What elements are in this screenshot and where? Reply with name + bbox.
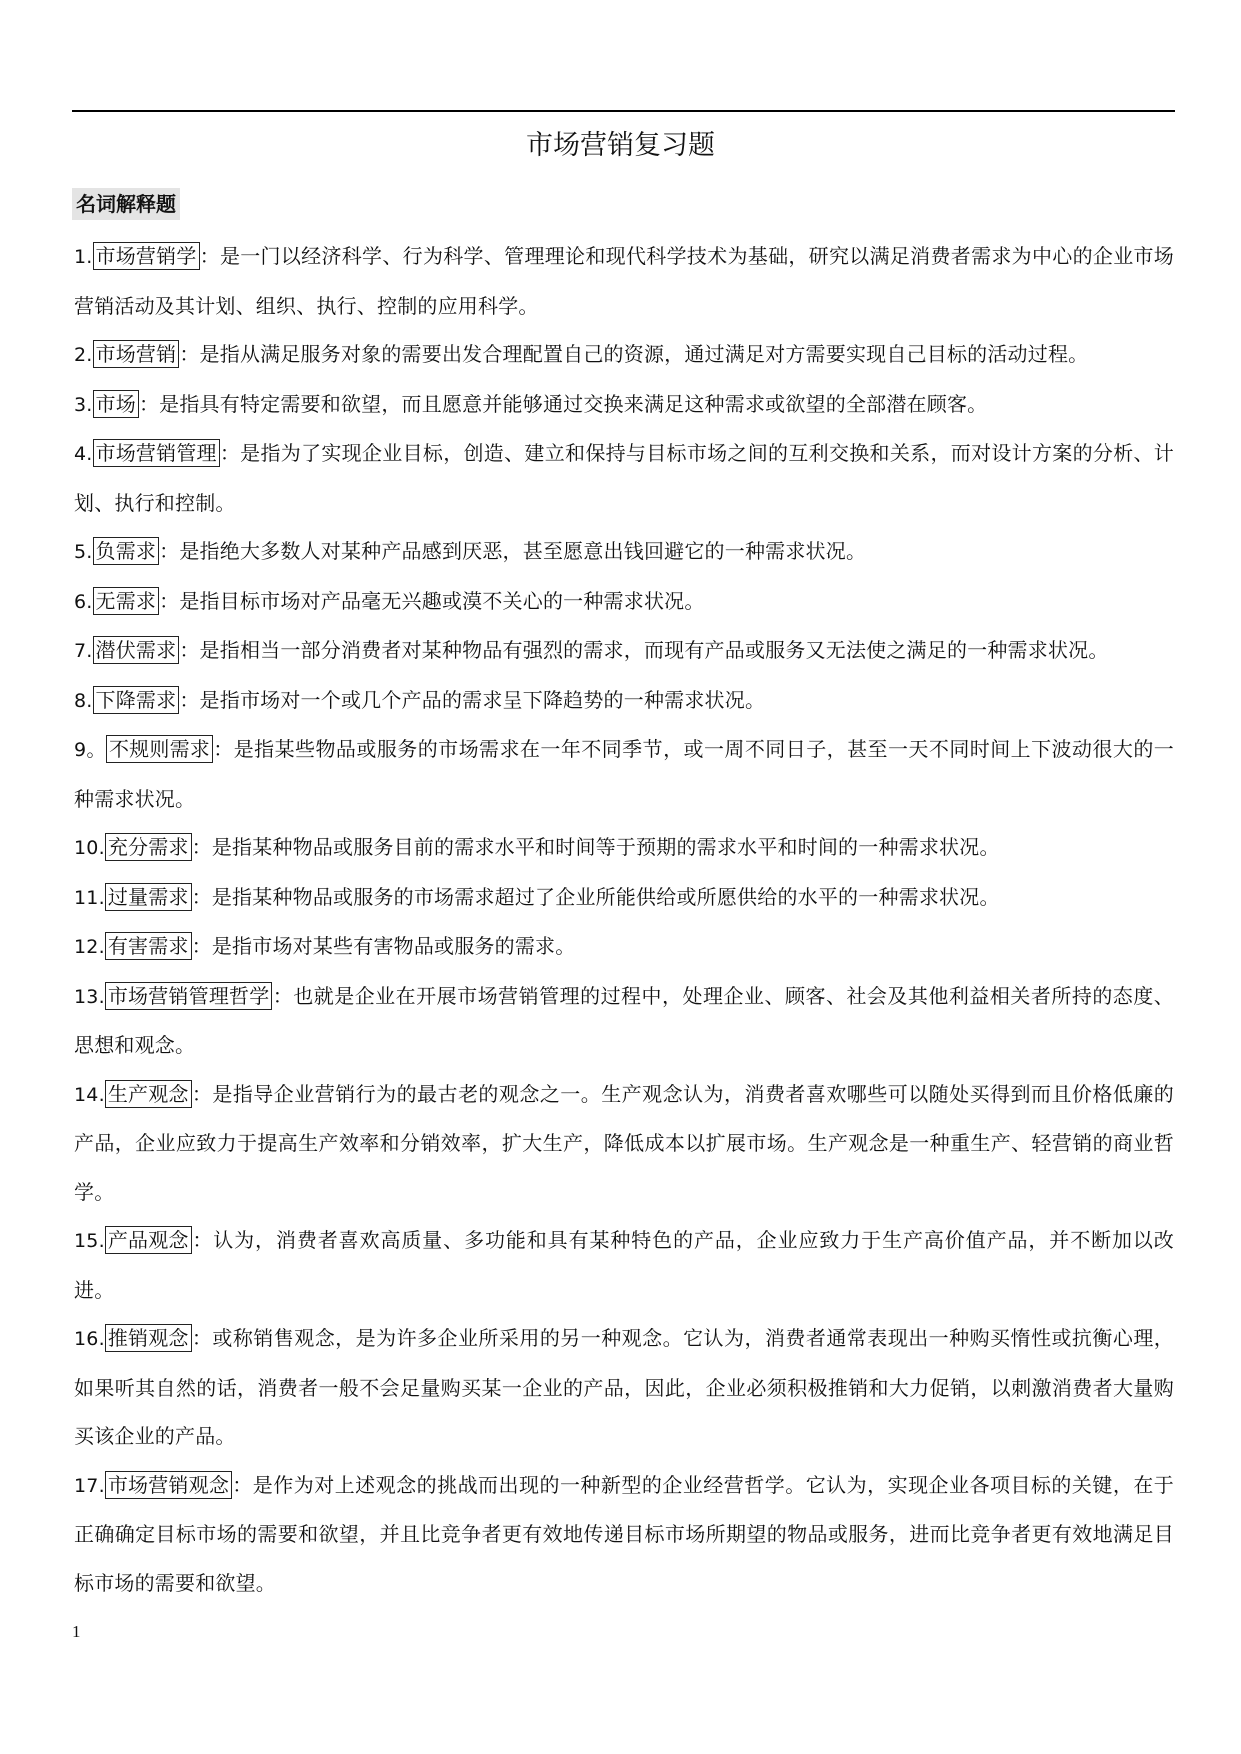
definition-text: 是指目标市场对产品毫无兴趣或漠不关心的一种需求状况。 [179, 588, 705, 613]
term-box: 有害需求 [105, 932, 192, 960]
term-box: 充分需求 [105, 833, 192, 861]
item-number: 11. [74, 886, 105, 909]
term-separator: ： [232, 1472, 253, 1497]
term-separator: ： [191, 1228, 214, 1252]
term-box: 负需求 [93, 537, 160, 565]
term-box: 生产观念 [105, 1080, 192, 1108]
term-box: 过量需求 [105, 883, 192, 911]
definition-text: 是指某些物品或服务的市场需求在一年不同季节，或一周不同日子，甚至一天不同时间上下波动很大的一种需求状况。 [74, 737, 1174, 811]
definition-text: 是指具有特定需要和欲望，而且愿意并能够通过交换来满足这种需求或欲望的全部潜在顾客。 [159, 391, 988, 416]
definition-item [74, 1314, 1174, 1461]
term-separator: ： [159, 588, 180, 613]
definition-item [74, 823, 1174, 873]
definition-text: 是指为了实现企业目标，创造、建立和保持与目标市场之间的互利交换和关系，而对设计方案的分析、计划、执行和控制。 [74, 441, 1175, 515]
term-box: 下降需求 [93, 686, 180, 714]
item-number: 9。 [74, 739, 106, 761]
definition-item [74, 873, 1174, 923]
definition-item [74, 922, 1174, 972]
definition-item [74, 972, 1174, 1070]
page-number: 1 [72, 1622, 81, 1641]
definition-item [74, 1461, 1174, 1608]
definition-item [74, 380, 1174, 430]
term-box: 市场营销管理哲学 [105, 982, 273, 1010]
term-separator: ： [179, 342, 200, 366]
term-separator: ： [191, 835, 212, 859]
definition-text: 是指绝大多数人对某种产品感到厌恶，甚至愿意出钱回避它的一种需求状况。 [179, 539, 867, 563]
definition-item [74, 330, 1174, 380]
term-separator: ： [191, 1081, 213, 1106]
term-separator: ： [179, 687, 200, 712]
item-number: 1. [74, 246, 93, 268]
item-number: 6. [74, 590, 93, 613]
term-box: 潜伏需求 [93, 636, 180, 664]
term-separator: ： [159, 539, 180, 563]
term-box: 推销观念 [105, 1324, 192, 1352]
definition-list [74, 232, 1174, 1607]
definition-text: 是一门以经济科学、行为科学、管理理论和现代科学技术为基础，研究以满足消费者需求为中心的企业市场营销活动及其计划、组织、执行、控制的应用科学。 [74, 244, 1174, 318]
item-number: 8. [74, 689, 93, 712]
item-number: 5. [74, 541, 93, 563]
term-box: 市场营销 [93, 340, 180, 368]
item-number: 7. [74, 640, 93, 662]
item-number: 10. [74, 837, 105, 859]
definition-text: 是指某种物品或服务的市场需求超过了企业所能供给或所愿供给的水平的一种需求状况。 [211, 884, 1000, 909]
definition-item [74, 676, 1174, 726]
definition-item [74, 1216, 1174, 1314]
definition-text: 是指市场对某些有害物品或服务的需求。 [211, 934, 576, 958]
term-box: 市场 [93, 390, 139, 418]
item-number: 13. [74, 985, 105, 1008]
item-number: 15. [74, 1230, 105, 1252]
term-separator: ： [191, 934, 212, 958]
term-box: 不规则需求 [106, 735, 213, 763]
item-number: 2. [74, 344, 93, 366]
item-number: 16. [74, 1328, 105, 1350]
term-box: 市场营销学 [93, 242, 200, 270]
definition-item [74, 626, 1174, 676]
item-number: 12. [74, 936, 105, 958]
term-separator: ： [191, 1326, 213, 1350]
item-number: 14. [74, 1083, 105, 1106]
term-separator: ： [179, 638, 200, 662]
document-title: 市场营销复习题 [526, 130, 715, 161]
section-heading: 名词解释题 [72, 188, 180, 220]
term-separator: ： [191, 884, 212, 909]
definition-text: 是指某种物品或服务目前的需求水平和时间等于预期的需求水平和时间的一种需求状况。 [211, 835, 1000, 859]
definition-text: 认为，消费者喜欢高质量、多功能和具有某种特色的产品，企业应致力于生产高价值产品，并不断加以改进。 [74, 1228, 1174, 1302]
item-number: 4. [74, 443, 93, 465]
definition-text: 是指导企业营销行为的最古老的观念之一。生产观念认为，消费者喜欢哪些可以随处买得到而且价格低廉的产品，企业应致力于提高生产效率和分销效率，扩大生产，降低成本以扩展市场。生产观念是一种重生产、轻营销的商业哲学。 [74, 1081, 1174, 1204]
term-box: 无需求 [93, 587, 160, 615]
definition-item [74, 725, 1174, 823]
term-separator: ： [212, 737, 234, 761]
term-box: 市场营销管理 [93, 439, 220, 467]
item-number: 17. [74, 1474, 105, 1497]
definition-text: 或称销售观念，是为许多企业所采用的另一种观念。它认为，消费者通常表现出一种购买惰性或抗衡心理，如果听其自然的话，消费者一般不会足量购买某一企业的产品，因此，企业必须积极推销和大力促销，以刺激消费者大量购买该企业的产品。 [74, 1326, 1174, 1448]
term-separator: ： [199, 244, 220, 268]
definition-text: 也就是企业在开展市场营销管理的过程中，处理企业、顾客、社会及其他利益相关者所持的态度、思想和观念。 [74, 983, 1174, 1057]
definition-text: 是指从满足服务对象的需要出发合理配置自己的资源，通过满足对方需要实现自己目标的活动过程。 [199, 342, 1089, 366]
term-separator: ： [219, 441, 241, 465]
definition-item [74, 232, 1174, 330]
term-box: 产品观念 [105, 1226, 192, 1254]
term-separator: ： [138, 391, 160, 416]
definition-item [74, 527, 1174, 577]
item-number: 3. [74, 393, 93, 416]
definition-item [74, 1070, 1174, 1217]
header-rule [72, 110, 1175, 112]
definition-item [74, 577, 1174, 627]
term-separator: ： [272, 983, 294, 1008]
definition-text: 是作为对上述观念的挑战而出现的一种新型的企业经营哲学。它认为，实现企业各项目标的关键，在于正确确定目标市场的需要和欲望，并且比竞争者更有效地传递目标市场所期望的物品或服务，进而比竞争者更有效地满足目标市场的需要和欲望。 [74, 1472, 1175, 1595]
definition-item [74, 429, 1174, 527]
definition-text: 是指市场对一个或几个产品的需求呈下降趋势的一种需求状况。 [199, 687, 766, 712]
definition-text: 是指相当一部分消费者对某种物品有强烈的需求，而现有产品或服务又无法使之满足的一种需求状况。 [199, 638, 1109, 662]
term-box: 市场营销观念 [105, 1471, 232, 1499]
